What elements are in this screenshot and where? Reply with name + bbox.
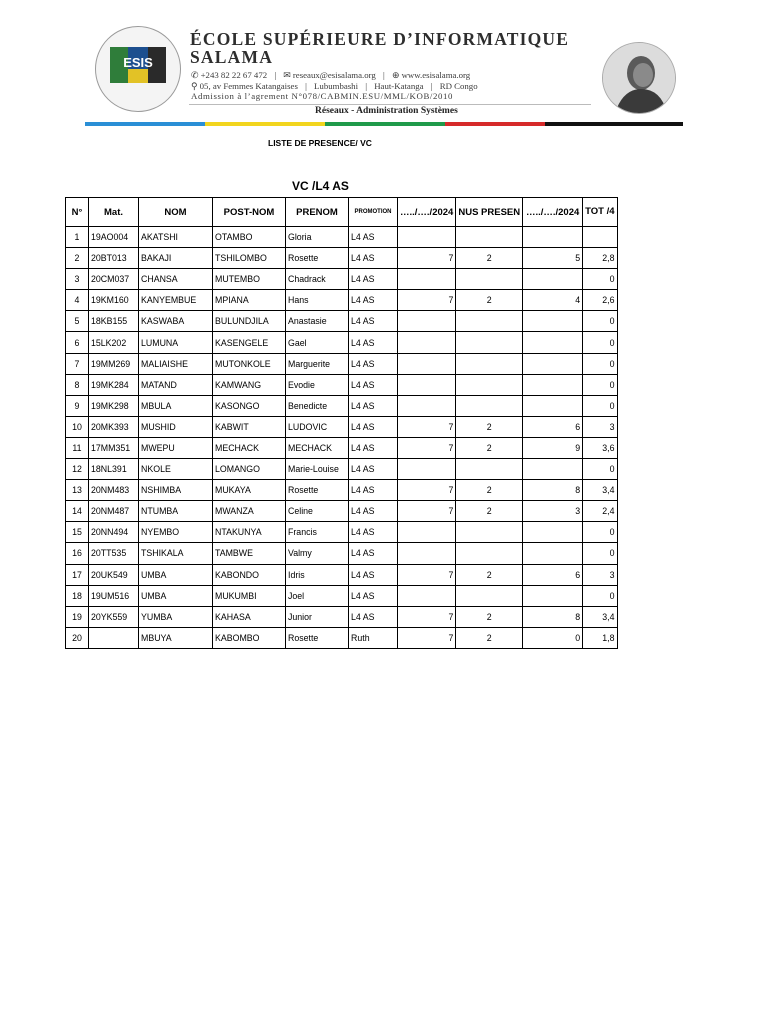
- separator: |: [383, 70, 385, 80]
- table-row: [66, 395, 618, 416]
- cell-post-nom: KABOMBO: [213, 627, 286, 648]
- cell-matricule: 20MK393: [89, 416, 139, 437]
- cell-bonus: [456, 269, 523, 290]
- color-rule: [85, 122, 683, 126]
- cell-score-2: 6: [523, 564, 583, 585]
- cell-total: [583, 227, 617, 248]
- table-row: [66, 606, 618, 627]
- table-row: [66, 480, 618, 501]
- cell-nom: BAKAJI: [139, 248, 213, 269]
- cell-matricule: [89, 627, 139, 648]
- cell-score-2: [523, 353, 583, 374]
- cell-score-2: [523, 332, 583, 353]
- table-header-row: [66, 198, 618, 227]
- cell-nom: MATAND: [139, 374, 213, 395]
- cell-promotion: L4 AS: [349, 437, 398, 458]
- separator: |: [430, 80, 433, 91]
- cell-promotion: L4 AS: [349, 522, 398, 543]
- cell-number: 10: [66, 416, 89, 437]
- cell-total: 0: [583, 543, 617, 564]
- address-street: 05, av Femmes Katangaises: [199, 80, 298, 91]
- cell-post-nom: BULUNDJILA: [213, 311, 286, 332]
- cell-nom: NKOLE: [139, 459, 213, 480]
- cell-number: 9: [66, 395, 89, 416]
- cell-promotion: L4 AS: [349, 606, 398, 627]
- cell-nom: KANYEMBUE: [139, 290, 213, 311]
- cell-score-1: [398, 543, 456, 564]
- cell-post-nom: MUTEMBO: [213, 269, 286, 290]
- cell-bonus: 2: [456, 564, 523, 585]
- cell-bonus: [456, 543, 523, 564]
- address-city: Lubumbashi: [314, 80, 359, 91]
- cell-total: 0: [583, 353, 617, 374]
- cell-post-nom: MUKUMBI: [213, 585, 286, 606]
- cell-bonus: 2: [456, 290, 523, 311]
- cell-total: 0: [583, 522, 617, 543]
- cell-prenom: Evodie: [286, 374, 349, 395]
- cell-prenom: Rosette: [286, 627, 349, 648]
- cell-promotion: L4 AS: [349, 290, 398, 311]
- cell-nom: MWEPU: [139, 437, 213, 458]
- table-row: [66, 459, 618, 480]
- svg-text:ESIS: ESIS: [123, 55, 153, 70]
- document-title: LISTE DE PRESENCE/ VC: [268, 138, 372, 148]
- department-name: Réseaux - Administration Systèmes: [315, 106, 458, 116]
- cell-nom: YUMBA: [139, 606, 213, 627]
- cell-number: 4: [66, 290, 89, 311]
- table-row: [66, 585, 618, 606]
- cell-promotion: L4 AS: [349, 585, 398, 606]
- cell-number: 7: [66, 353, 89, 374]
- phone-number: +243 82 22 67 472: [200, 70, 268, 80]
- cell-number: 2: [66, 248, 89, 269]
- cell-bonus: 2: [456, 627, 523, 648]
- cell-total: 0: [583, 374, 617, 395]
- address-country: RD Congo: [439, 80, 478, 91]
- cell-score-1: 7: [398, 627, 456, 648]
- cell-matricule: 20NM483: [89, 480, 139, 501]
- cell-nom: UMBA: [139, 564, 213, 585]
- website: www.esisalama.org: [401, 70, 471, 80]
- cell-promotion: L4 AS: [349, 543, 398, 564]
- cell-score-1: 7: [398, 437, 456, 458]
- cell-score-1: [398, 353, 456, 374]
- rule-segment-red: [445, 122, 545, 126]
- cell-score-1: 7: [398, 248, 456, 269]
- letterhead: [85, 24, 683, 128]
- header-date-2: …../…./2024: [523, 198, 583, 227]
- table-row: [66, 564, 618, 585]
- cell-prenom: MECHACK: [286, 437, 349, 458]
- cell-promotion: L4 AS: [349, 480, 398, 501]
- cell-bonus: [456, 522, 523, 543]
- cell-score-2: 8: [523, 480, 583, 501]
- cell-total: 2,4: [583, 501, 617, 522]
- cell-total: 0: [583, 332, 617, 353]
- cell-post-nom: TSHILOMBO: [213, 248, 286, 269]
- cell-nom: NSHIMBA: [139, 480, 213, 501]
- location-icon: ⚲: [191, 80, 198, 91]
- cell-post-nom: KASONGO: [213, 395, 286, 416]
- class-title: VC /L4 AS: [292, 179, 349, 193]
- cell-nom: MBULA: [139, 395, 213, 416]
- cell-bonus: [456, 227, 523, 248]
- cell-number: 1: [66, 227, 89, 248]
- cell-nom: KASWABA: [139, 311, 213, 332]
- cell-number: 3: [66, 269, 89, 290]
- cell-matricule: 20UK549: [89, 564, 139, 585]
- cell-score-1: [398, 459, 456, 480]
- cell-number: 16: [66, 543, 89, 564]
- cell-post-nom: TAMBWE: [213, 543, 286, 564]
- cell-total: 3,6: [583, 437, 617, 458]
- cell-matricule: 19MM269: [89, 353, 139, 374]
- cell-promotion: L4 AS: [349, 395, 398, 416]
- cell-post-nom: LOMANGO: [213, 459, 286, 480]
- cell-score-2: [523, 459, 583, 480]
- portrait-icon: [603, 43, 675, 113]
- cell-score-2: [523, 543, 583, 564]
- header-nom: NOM: [139, 198, 213, 227]
- cell-score-1: 7: [398, 501, 456, 522]
- cell-number: 20: [66, 627, 89, 648]
- cell-number: 19: [66, 606, 89, 627]
- cell-score-2: [523, 395, 583, 416]
- cell-matricule: 17MM351: [89, 437, 139, 458]
- table-row: [66, 311, 618, 332]
- cell-number: 14: [66, 501, 89, 522]
- cell-post-nom: MWANZA: [213, 501, 286, 522]
- cell-promotion: L4 AS: [349, 374, 398, 395]
- cell-number: 17: [66, 564, 89, 585]
- cell-score-1: [398, 585, 456, 606]
- cell-post-nom: KABONDO: [213, 564, 286, 585]
- cell-number: 13: [66, 480, 89, 501]
- cell-post-nom: KASENGELE: [213, 332, 286, 353]
- table-row: [66, 269, 618, 290]
- cell-bonus: 2: [456, 501, 523, 522]
- cell-nom: LUMUNA: [139, 332, 213, 353]
- contact-line: [191, 70, 478, 81]
- table-row: [66, 627, 618, 648]
- cell-matricule: 19KM160: [89, 290, 139, 311]
- cell-nom: NTUMBA: [139, 501, 213, 522]
- school-logo: [95, 26, 181, 112]
- cell-total: 1,8: [583, 627, 617, 648]
- cell-nom: UMBA: [139, 585, 213, 606]
- cell-total: 0: [583, 269, 617, 290]
- cell-matricule: 20YK559: [89, 606, 139, 627]
- cell-matricule: 20CM037: [89, 269, 139, 290]
- cell-prenom: Hans: [286, 290, 349, 311]
- cell-promotion: Ruth: [349, 627, 398, 648]
- header-divider: [189, 104, 591, 105]
- cell-prenom: LUDOVIC: [286, 416, 349, 437]
- cell-score-2: 0: [523, 627, 583, 648]
- cell-post-nom: KAMWANG: [213, 374, 286, 395]
- separator: |: [305, 80, 307, 91]
- cell-nom: MBUYA: [139, 627, 213, 648]
- address-line: [191, 81, 478, 92]
- rule-segment-green: [325, 122, 445, 126]
- cell-score-1: 7: [398, 606, 456, 627]
- cell-bonus: [456, 374, 523, 395]
- cell-score-2: [523, 227, 583, 248]
- table-row: [66, 437, 618, 458]
- cell-total: 0: [583, 311, 617, 332]
- cell-matricule: 19MK284: [89, 374, 139, 395]
- cell-matricule: 20TT535: [89, 543, 139, 564]
- cell-prenom: Valmy: [286, 543, 349, 564]
- cell-matricule: 20BT013: [89, 248, 139, 269]
- cell-post-nom: OTAMBO: [213, 227, 286, 248]
- cell-number: 11: [66, 437, 89, 458]
- header-prenom: PRENOM: [286, 198, 349, 227]
- cell-score-1: [398, 395, 456, 416]
- cell-post-nom: MECHACK: [213, 437, 286, 458]
- cell-prenom: Marie-Louise: [286, 459, 349, 480]
- school-name-line1: ÉCOLE SUPÉRIEURE D’INFORMATIQUE: [190, 29, 570, 49]
- cell-promotion: L4 AS: [349, 459, 398, 480]
- admission-line: Admission à l’agrement N°078/CABMIN.ESU/MML/KOB/2010: [191, 91, 453, 101]
- header-bonus-presence: NUS PRESEN: [456, 198, 523, 227]
- cell-post-nom: KAHASA: [213, 606, 286, 627]
- email-address: reseaux@esisalama.org: [292, 70, 376, 80]
- attendance-table: [65, 197, 618, 649]
- cell-score-1: [398, 332, 456, 353]
- cell-prenom: Junior: [286, 606, 349, 627]
- cell-number: 18: [66, 585, 89, 606]
- cell-score-2: [523, 585, 583, 606]
- cell-prenom: Joel: [286, 585, 349, 606]
- cell-score-1: [398, 311, 456, 332]
- contact-block: [191, 70, 478, 102]
- table-row: [66, 543, 618, 564]
- cell-post-nom: KABWIT: [213, 416, 286, 437]
- cell-nom: CHANSA: [139, 269, 213, 290]
- cell-bonus: 2: [456, 606, 523, 627]
- cell-matricule: 18NL391: [89, 459, 139, 480]
- cell-prenom: Idris: [286, 564, 349, 585]
- cell-total: 0: [583, 585, 617, 606]
- header-matricule: Mat.: [89, 198, 139, 227]
- cell-score-2: 4: [523, 290, 583, 311]
- cell-score-1: [398, 522, 456, 543]
- cell-prenom: Francis: [286, 522, 349, 543]
- cell-number: 15: [66, 522, 89, 543]
- cell-nom: MALIAISHE: [139, 353, 213, 374]
- cell-bonus: [456, 353, 523, 374]
- cell-number: 12: [66, 459, 89, 480]
- cell-prenom: Gloria: [286, 227, 349, 248]
- cell-score-2: [523, 374, 583, 395]
- cell-promotion: L4 AS: [349, 311, 398, 332]
- cell-score-2: 9: [523, 437, 583, 458]
- cell-score-2: [523, 522, 583, 543]
- cell-bonus: [456, 395, 523, 416]
- cell-total: 3,4: [583, 606, 617, 627]
- table-row: [66, 416, 618, 437]
- cell-nom: NYEMBO: [139, 522, 213, 543]
- cell-matricule: 20NM487: [89, 501, 139, 522]
- rule-segment-blue: [85, 122, 205, 126]
- cell-nom: TSHIKALA: [139, 543, 213, 564]
- cell-post-nom: MUKAYA: [213, 480, 286, 501]
- header-total: TOT /4: [583, 198, 617, 227]
- cell-bonus: 2: [456, 416, 523, 437]
- header-post-nom: POST-NOM: [213, 198, 286, 227]
- cell-prenom: Benedicte: [286, 395, 349, 416]
- school-name-line2: SALAMA: [190, 47, 274, 67]
- table-row: [66, 227, 618, 248]
- cell-prenom: Rosette: [286, 248, 349, 269]
- cell-total: 2,6: [583, 290, 617, 311]
- cell-prenom: Anastasie: [286, 311, 349, 332]
- founder-portrait: [602, 42, 676, 114]
- school-name: [190, 30, 569, 66]
- rule-segment-yellow: [205, 122, 325, 126]
- logo-emblem-icon: [108, 43, 168, 87]
- cell-promotion: L4 AS: [349, 227, 398, 248]
- cell-score-2: 6: [523, 416, 583, 437]
- cell-total: 0: [583, 395, 617, 416]
- cell-matricule: 18KB155: [89, 311, 139, 332]
- cell-score-1: 7: [398, 290, 456, 311]
- table-row: [66, 522, 618, 543]
- separator: |: [274, 70, 277, 80]
- header-date-1: …../…./2024: [398, 198, 456, 227]
- address-province: Haut-Katanga: [374, 80, 424, 91]
- cell-bonus: [456, 585, 523, 606]
- cell-promotion: L4 AS: [349, 332, 398, 353]
- cell-promotion: L4 AS: [349, 501, 398, 522]
- cell-prenom: Marguerite: [286, 353, 349, 374]
- table-row: [66, 332, 618, 353]
- cell-nom: MUSHID: [139, 416, 213, 437]
- cell-nom: AKATSHI: [139, 227, 213, 248]
- cell-bonus: 2: [456, 480, 523, 501]
- table-row: [66, 290, 618, 311]
- cell-bonus: [456, 311, 523, 332]
- cell-total: 3,4: [583, 480, 617, 501]
- cell-promotion: L4 AS: [349, 248, 398, 269]
- cell-total: 3: [583, 416, 617, 437]
- header-number: N°: [66, 198, 89, 227]
- cell-bonus: 2: [456, 437, 523, 458]
- cell-bonus: 2: [456, 248, 523, 269]
- cell-matricule: 19AO004: [89, 227, 139, 248]
- phone-icon: ✆: [191, 70, 199, 80]
- cell-number: 6: [66, 332, 89, 353]
- cell-promotion: L4 AS: [349, 353, 398, 374]
- table-row: [66, 353, 618, 374]
- table-row: [66, 374, 618, 395]
- cell-score-2: 8: [523, 606, 583, 627]
- separator: |: [365, 80, 367, 91]
- cell-score-1: 7: [398, 564, 456, 585]
- cell-promotion: L4 AS: [349, 269, 398, 290]
- cell-score-1: 7: [398, 416, 456, 437]
- cell-promotion: L4 AS: [349, 416, 398, 437]
- cell-number: 8: [66, 374, 89, 395]
- cell-prenom: Gael: [286, 332, 349, 353]
- cell-prenom: Celine: [286, 501, 349, 522]
- table-body: [66, 227, 618, 649]
- cell-number: 5: [66, 311, 89, 332]
- cell-score-2: [523, 269, 583, 290]
- cell-bonus: [456, 459, 523, 480]
- cell-score-1: [398, 374, 456, 395]
- cell-score-1: 7: [398, 480, 456, 501]
- cell-score-1: [398, 269, 456, 290]
- cell-score-2: 3: [523, 501, 583, 522]
- cell-matricule: 19UM516: [89, 585, 139, 606]
- cell-prenom: Chadrack: [286, 269, 349, 290]
- cell-score-2: 5: [523, 248, 583, 269]
- cell-bonus: [456, 332, 523, 353]
- cell-post-nom: MUTONKOLE: [213, 353, 286, 374]
- cell-matricule: 15LK202: [89, 332, 139, 353]
- cell-total: 0: [583, 459, 617, 480]
- cell-score-2: [523, 311, 583, 332]
- cell-score-1: [398, 227, 456, 248]
- cell-total: 3: [583, 564, 617, 585]
- globe-icon: ⊕: [391, 70, 400, 80]
- header-promotion: PROMOTION: [349, 198, 398, 227]
- mail-icon: ✉: [283, 70, 291, 80]
- table-row: [66, 248, 618, 269]
- rule-segment-black: [545, 122, 683, 126]
- cell-post-nom: NTAKUNYA: [213, 522, 286, 543]
- table-row: [66, 501, 618, 522]
- cell-promotion: L4 AS: [349, 564, 398, 585]
- cell-prenom: Rosette: [286, 480, 349, 501]
- cell-post-nom: MPIANA: [213, 290, 286, 311]
- cell-total: 2,8: [583, 248, 617, 269]
- cell-matricule: 20NN494: [89, 522, 139, 543]
- cell-matricule: 19MK298: [89, 395, 139, 416]
